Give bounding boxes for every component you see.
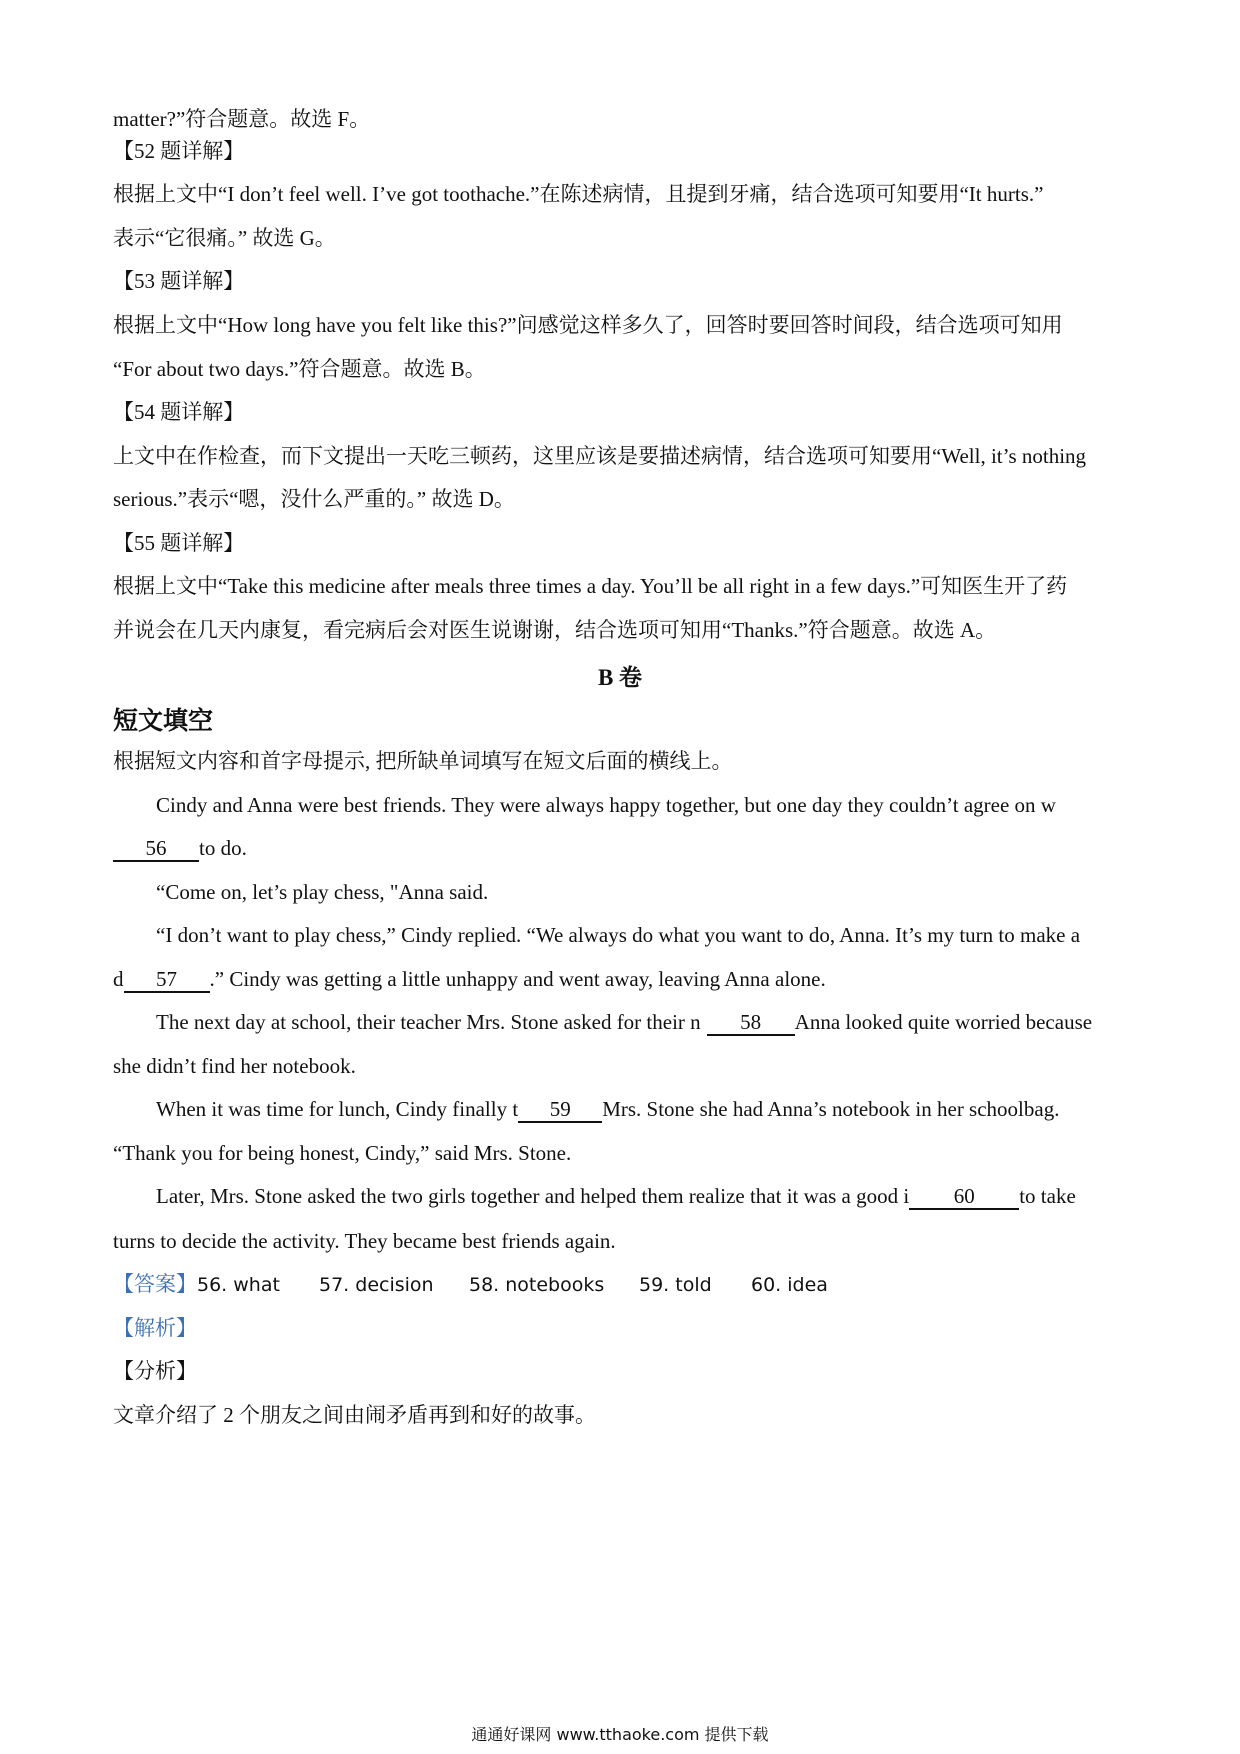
answer-item: 57. decision	[319, 1274, 434, 1296]
blank-60[interactable]: 60	[909, 1184, 1019, 1210]
passage-text: When it was time for lunch, Cindy finally t	[156, 1097, 519, 1121]
q52-heading: 【52 题详解】	[113, 139, 245, 163]
blank-57[interactable]: 57	[124, 967, 210, 993]
passage-text: to take	[1019, 1184, 1076, 1208]
passage-text: Anna looked quite worried because	[794, 1010, 1093, 1034]
q54-explanation-line2: serious.”表示“嗯，没什么严重的。” 故选 D。	[113, 487, 515, 511]
fenxi-label: 【分析】	[113, 1359, 197, 1383]
q54-heading: 【54 题详解】	[113, 400, 245, 424]
section-b-title: B 卷	[597, 665, 643, 690]
section-title: 短文填空	[113, 708, 214, 735]
q55-heading: 【55 题详解】	[113, 531, 245, 555]
blank-58[interactable]: 58	[707, 1010, 795, 1036]
passage-line-3: “Come on, let’s play chess, "Anna said.	[156, 880, 489, 904]
passage-text: Later, Mrs. Stone asked the two girls together and helped them realize that it was a good i	[156, 1184, 910, 1208]
passage-line-8	[156, 1094, 1059, 1124]
passage-line-2	[113, 833, 247, 863]
q55-explanation-line1: 根据上文中“Take this medicine after meals three times a day. You’ll be all right in a few days.”可知医生开了药	[113, 574, 1068, 598]
passage-line-10	[156, 1181, 1076, 1211]
answer-label: 【答案】	[113, 1272, 197, 1296]
passage-text: d	[113, 967, 124, 991]
answer-row	[113, 1269, 828, 1300]
passage-line-9: “Thank you for being honest, Cindy,” said Mrs. Stone.	[113, 1141, 572, 1165]
passage-line-11: turns to decide the activity. They became best friends again.	[113, 1229, 616, 1253]
answer-item: 58. notebooks	[469, 1274, 605, 1296]
passage-text: .” Cindy was getting a little unhappy and went away, leaving Anna alone.	[209, 967, 826, 991]
passage-line-6	[156, 1007, 1092, 1037]
passage-line-5	[113, 964, 826, 994]
blank-56[interactable]: 56	[113, 836, 199, 862]
analysis-label: 【解析】	[113, 1316, 197, 1340]
passage-text: The next day at school, their teacher Mrs. Stone asked for their n	[156, 1010, 701, 1034]
passage-line-4: “I don’t want to play chess,” Cindy replied. “We always do what you want to do, Anna. It’s my turn to make a	[156, 923, 1081, 947]
q52-explanation-line2: 表示“它很痛。” 故选 G。	[113, 226, 336, 250]
passage-line-7: she didn’t find her notebook.	[113, 1054, 356, 1078]
answer-item: 60. idea	[751, 1274, 828, 1296]
q53-heading: 【53 题详解】	[113, 269, 245, 293]
answer-item: 59. told	[639, 1274, 712, 1296]
answer-item: 56. what	[197, 1274, 280, 1296]
q55-explanation-line2: 并说会在几天内康复，看完病后会对医生说谢谢，结合选项可知用“Thanks.”符合题意。故选 A。	[113, 618, 997, 642]
blank-59[interactable]: 59	[518, 1097, 602, 1123]
q52-explanation-line1: 根据上文中“I don’t feel well. I’ve got toothache.”在陈述病情，且提到牙痛，结合选项可知要用“It hurts.”	[113, 182, 1044, 206]
q54-explanation-line1: 上文中在作检查，而下文提出一天吃三顿药，这里应该是要描述病情，结合选项可知要用“Well, it’s nothing	[113, 444, 1087, 468]
q53-explanation-line1: 根据上文中“How long have you felt like this?”问感觉这样多久了，回答时要回答时间段，结合选项可知用	[113, 313, 1063, 337]
passage-text: Mrs. Stone she had Anna’s notebook in her schoolbag.	[602, 1097, 1060, 1121]
answer-text-tail: matter?”符合题意。故选 F。	[113, 107, 371, 131]
summary-text: 文章介绍了 2 个朋友之间由闹矛盾再到和好的故事。	[113, 1403, 596, 1427]
passage-line-1: Cindy and Anna were best friends. They were always happy together, but one day they couldn’t agree on w	[156, 793, 1056, 817]
instruction: 根据短文内容和首字母提示, 把所缺单词填写在短文后面的横线上。	[113, 749, 733, 773]
q53-explanation-line2: “For about two days.”符合题意。故选 B。	[113, 357, 486, 381]
passage-text: to do.	[199, 836, 247, 860]
page-footer: 通通好课网 www.tthaoke.com 提供下载	[471, 1725, 769, 1744]
